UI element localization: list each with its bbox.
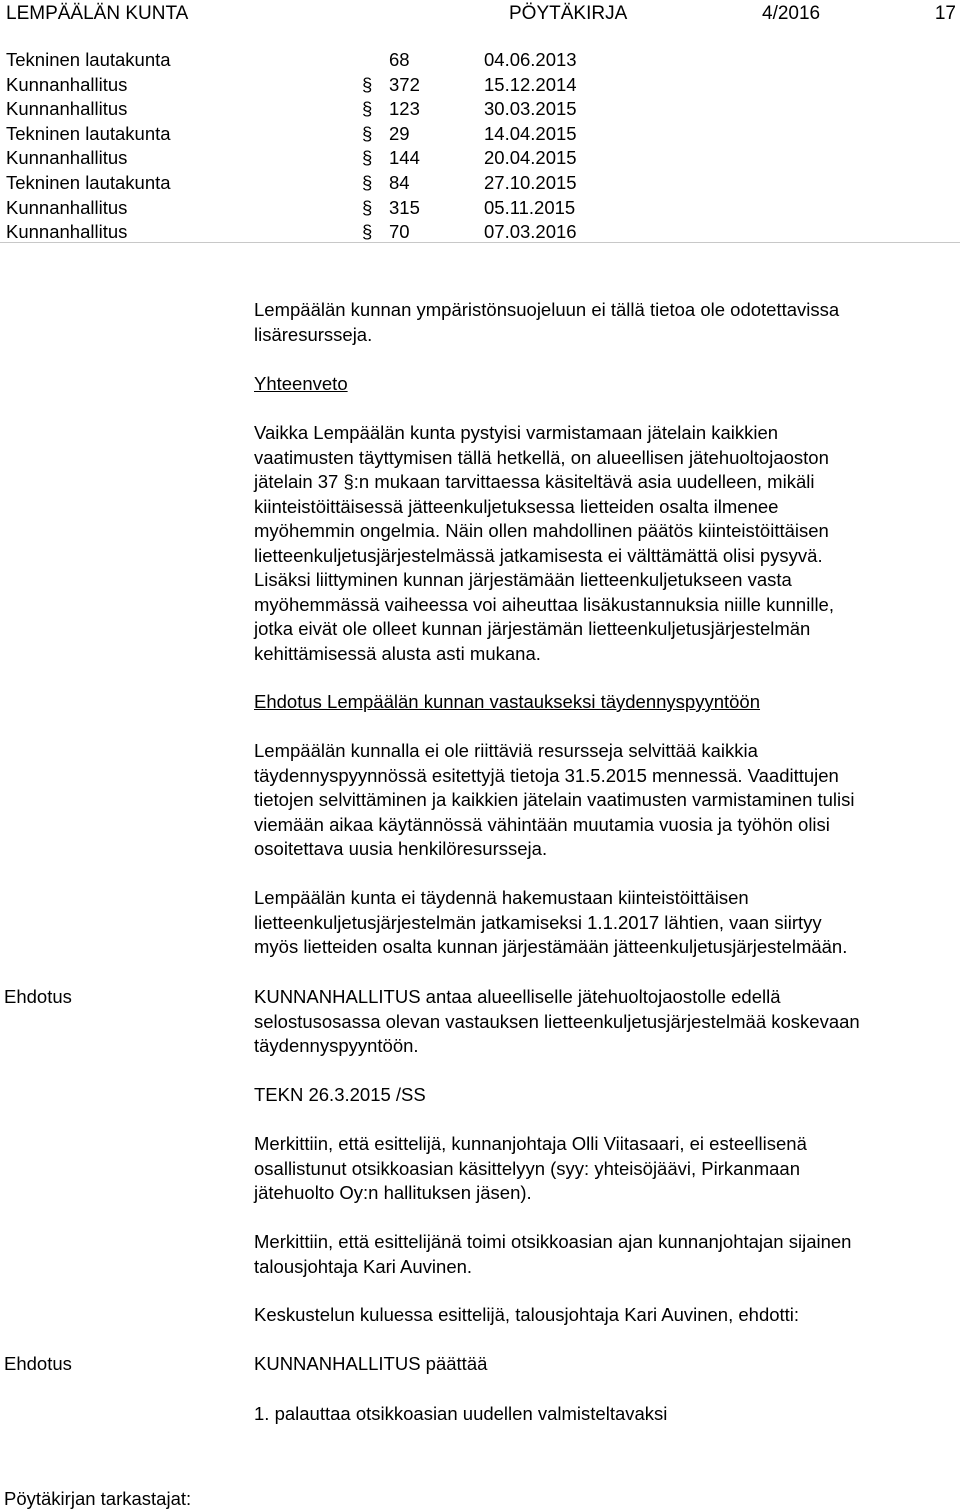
- decision-item: [254, 1402, 954, 1427]
- proposal-label: Ehdotus: [4, 986, 72, 1007]
- history-row: [0, 97, 960, 122]
- history-section-number: 68: [389, 49, 410, 70]
- history-section-number: 372: [389, 73, 420, 95]
- text-line: kehittämisessä alusta asti mukana.: [254, 642, 541, 664]
- history-body: Tekninen lautakunta: [6, 171, 171, 193]
- text-line: Lempäälän kunnan ympäristönsuojeluun ei tällä tietoa ole odotettavissa: [254, 299, 840, 320]
- document-type: PÖYTÄKIRJA: [509, 3, 628, 24]
- summary-heading: [254, 372, 954, 397]
- text-line: talousjohtaja Kari Auvinen.: [254, 1255, 473, 1277]
- text-line: tietojen selvittäminen ja kaikkien jätelain vaatimusten varmistaminen tulisi: [254, 789, 855, 810]
- history-row: [0, 122, 960, 147]
- text-line: myöhemmin ongelmia. Näin ollen mahdollinen päätös kiinteistöittäisen: [254, 520, 829, 541]
- history-row: [0, 171, 960, 196]
- history-date: 05.11.2015: [484, 196, 576, 218]
- text-line: osoitettava uusia henkilöresursseja.: [254, 838, 548, 859]
- page-number: 17: [934, 3, 956, 24]
- section-symbol: §: [362, 73, 373, 95]
- note-paragraph-3: [254, 1303, 954, 1328]
- municipality-name: LEMPÄÄLÄN KUNTA: [6, 3, 189, 24]
- history-body: Kunnanhallitus: [6, 98, 128, 120]
- reviewers-label: Pöytäkirjan tarkastajat:: [4, 1488, 192, 1509]
- board-decides: [254, 1352, 954, 1377]
- history-body: Tekninen lautakunta: [6, 122, 171, 144]
- text-line: Lisäksi liittyminen kunnan järjestämään lietteenkuljetukseen vasta: [254, 569, 792, 590]
- note-paragraph-1: [254, 1132, 954, 1206]
- text-line: viemään aikaa käytännössä vähintään muutamia vuosia ja työhön olisi: [254, 813, 830, 835]
- history-section-number: 84: [389, 171, 410, 193]
- text-line: Vaikka Lempäälän kunta pystyisi varmistamaan jätelain kaikkien: [254, 422, 779, 443]
- history-section-number: 70: [389, 221, 410, 243]
- history-date: 07.03.2016: [484, 221, 577, 243]
- text-line: kiinteistöittäisessä jätteenkuljetuksessa lietteiden osalta ilmenee: [254, 495, 779, 517]
- history-date: 27.10.2015: [484, 171, 577, 193]
- text-line: KUNNANHALLITUS antaa alueelliselle jätehuoltojaostolle edellä: [254, 986, 781, 1007]
- text-line: vaatimusten täyttymisen tällä hetkellä, on alueellisen jätehuoltojaoston: [254, 446, 829, 468]
- history-date: 04.06.2013: [484, 49, 577, 70]
- history-divider: [0, 242, 960, 243]
- text-line: täydennyspyyntöön.: [254, 1035, 419, 1056]
- reference-line: [254, 1083, 954, 1108]
- history-date: 14.04.2015: [484, 122, 577, 144]
- text-line: täydennyspyynnössä esitettyjä tietoja 31.5.2015 mennessä. Vaadittujen: [254, 764, 839, 786]
- section-symbol: §: [362, 171, 373, 193]
- section-symbol: §: [362, 196, 373, 218]
- history-section-number: 144: [389, 147, 420, 169]
- text-line: myös lietteiden osalta kunnan järjestämään jätteenkuljetusjärjestelmään.: [254, 936, 848, 957]
- history-body: Tekninen lautakunta: [6, 49, 171, 70]
- text-line: selostusosassa olevan vastauksen lietteenkuljetusjärjestelmää koskevaan: [254, 1010, 860, 1032]
- proposal-heading: [254, 690, 954, 715]
- text-line: jätehuolto Oy:n hallituksen jäsen).: [254, 1182, 532, 1203]
- section-symbol: §: [362, 221, 373, 243]
- proposal-paragraph-1: [254, 739, 954, 862]
- text-line: lietteenkuljetusjärjestelmässä jatkamisesta ei välttämättä olisi pysyvä.: [254, 544, 823, 566]
- text-line: Lempäälän kunta ei täydennä hakemustaan kiinteistöittäisen: [254, 887, 749, 908]
- text-line: Merkittiin, että esittelijänä toimi otsikkoasian ajan kunnanjohtajan sijainen: [254, 1231, 852, 1252]
- history-body: Kunnanhallitus: [6, 196, 128, 218]
- text-line: TEKN 26.3.2015 /SS: [254, 1084, 426, 1105]
- history-date: 20.04.2015: [484, 147, 577, 169]
- history-section-number: 123: [389, 98, 420, 120]
- section-symbol: §: [362, 147, 373, 169]
- text-line: 1. palauttaa otsikkoasian uudellen valmisteltavaksi: [254, 1403, 668, 1424]
- resources-paragraph: [254, 298, 954, 347]
- history-date: 15.12.2014: [484, 73, 577, 95]
- text-line: Keskustelun kuluessa esittelijä, talousjohtaja Kari Auvinen, ehdotti:: [254, 1304, 800, 1325]
- text-line: lietteenkuljetusjärjestelmän jatkamiseksi 1.1.2017 lähtien, vaan siirtyy: [254, 911, 822, 933]
- text-line: Merkittiin, että esittelijä, kunnanjohtaja Olli Viitasaari, ei esteellisenä: [254, 1133, 807, 1154]
- section-symbol: §: [362, 122, 373, 144]
- section-heading: Yhteenveto: [254, 373, 348, 394]
- history-body: Kunnanhallitus: [6, 147, 128, 169]
- text-line: lisäresursseja.: [254, 323, 373, 345]
- section-heading: Ehdotus Lempäälän kunnan vastaukseksi täydennyspyyntöön: [254, 691, 761, 712]
- proposal-label: Ehdotus: [4, 1353, 72, 1374]
- history-body: Kunnanhallitus: [6, 221, 128, 243]
- proposal-paragraph-2: [254, 886, 954, 960]
- history-row: [0, 48, 960, 73]
- text-line: osallistunut otsikkoasian käsittelyyn (syy: yhteisöjäävi, Pirkanmaan: [254, 1157, 800, 1179]
- document-number: 4/2016: [762, 3, 821, 24]
- history-date: 30.03.2015: [484, 98, 577, 120]
- note-paragraph-2: [254, 1230, 954, 1279]
- page-header: [0, 2, 960, 26]
- history-row: [0, 146, 960, 171]
- history-row: [0, 73, 960, 98]
- history-body: Kunnanhallitus: [6, 73, 128, 95]
- text-line: Lempäälän kunnalla ei ole riittäviä resursseja selvittää kaikkia: [254, 740, 758, 761]
- section-symbol: §: [362, 98, 373, 120]
- text-line: jotka eivät ole olleet kunnan järjestämän lietteenkuljetusjärjestelmän: [254, 618, 811, 639]
- text-line: KUNNANHALLITUS päättää: [254, 1353, 488, 1374]
- text-line: myöhemmässä vaiheessa voi aiheuttaa lisäkustannuksia niille kunnille,: [254, 593, 834, 615]
- history-section-number: 29: [389, 122, 410, 144]
- board-proposal-paragraph: [254, 985, 954, 1059]
- processing-history: [0, 48, 960, 245]
- history-row: [0, 196, 960, 221]
- summary-paragraph: [254, 421, 954, 666]
- text-line: jätelain 37 §:n mukaan tarvittaessa käsiteltävä asia uudelleen, mikäli: [254, 471, 815, 492]
- history-section-number: 315: [389, 196, 420, 218]
